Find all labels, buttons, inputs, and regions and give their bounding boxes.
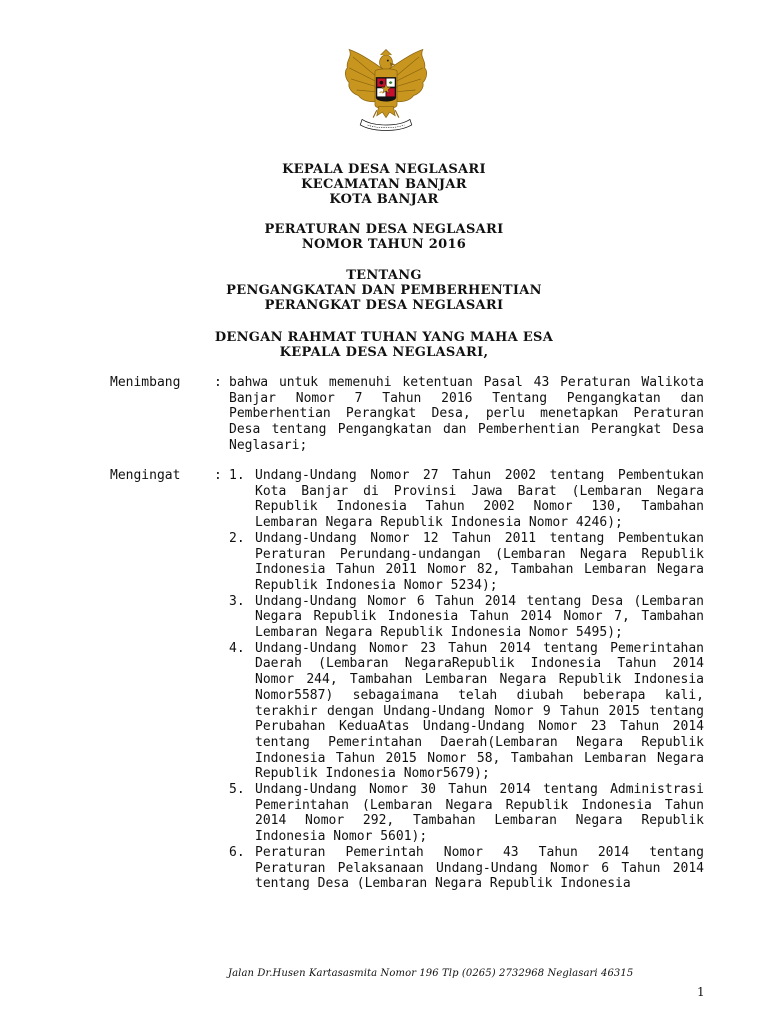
list-item-number: 6. xyxy=(229,844,245,860)
menimbang-label: Menimbang xyxy=(110,375,181,390)
subject-label: TENTANG xyxy=(346,268,422,283)
list-item xyxy=(229,468,704,531)
issuer-city: KOTA BANJAR xyxy=(329,192,439,207)
preamble-line-2: KEPALA DESA NEGLASARI, xyxy=(279,345,489,360)
issuer-title: KEPALA DESA NEGLASARI xyxy=(282,162,486,177)
regulation-number: NOMOR TAHUN 2016 xyxy=(301,237,467,252)
list-item-text: Undang-Undang Nomor 23 Tahun 2014 tentang Pemerintahan Daerah (Lembaran NegaraRepublik Indonesia Tahun 2014 Nomor 244, Tambahan Lembaran Negara Republik Indonesia Nomor5587) sebagaimana telah diubah beberapa kali, terakhir dengan Undang-Undang Nomor 9 Tahun 2015 tentang Perubahan KeduaAtas Undang-Undang Nomor 23 Tahun 2014 tentang Pemerintahan Daerah(Lembaran Negara Republik Indonesia Tahun 2015 Nomor 58, Tambahan Lembaran Negara Republik Indonesia Nomor5679); xyxy=(255,640,704,782)
list-item-text: Peraturan Pemerintah Nomor 43 Tahun 2014 tentang Peraturan Pelaksanaan Undang-Undang Nomor 6 Tahun 2014 tentang Desa (Lembaran Negara Republik Indonesia xyxy=(255,844,704,892)
list-item xyxy=(229,782,704,845)
garuda-emblem-icon xyxy=(340,44,432,136)
regulation-heading xyxy=(0,222,768,252)
issuer-header xyxy=(0,162,768,207)
list-item-text: Undang-Undang Nomor 12 Tahun 2011 tentang Pembentukan Peraturan Perundang-undangan (Lembaran Negara Republik Indonesia Tahun 2011 Nomor 82, Tambahan Lembaran Negara Republik Indonesia Nomor 5234); xyxy=(255,530,704,593)
list-item xyxy=(229,531,704,594)
page-number: 1 xyxy=(697,985,705,999)
preamble-line-1: DENGAN RAHMAT TUHAN YANG MAHA ESA xyxy=(214,330,554,345)
menimbang-colon: : xyxy=(214,375,222,390)
list-item-number: 2. xyxy=(229,530,245,546)
subject-line-2: PERANGKAT DESA NEGLASARI xyxy=(264,298,504,313)
list-item-text: Undang-Undang Nomor 30 Tahun 2014 tentang Administrasi Pemerintahan (Lembaran Negara Republik Indonesia Tahun 2014 Nomor 292, Tambahan Lembaran Negara Republik Indonesia Nomor 5601); xyxy=(255,782,704,845)
subject-heading xyxy=(0,268,768,313)
menimbang-text: bahwa untuk memenuhi ketentuan Pasal 43 Peraturan Walikota Banjar Nomor 7 Tahun 2016 Tentang Pengangkatan dan Pemberhentian Perangkat Desa, perlu menetapkan Peraturan Desa tentang Pengangkatan dan Pemberhentian Perangkat Desa Neglasari; xyxy=(229,375,704,453)
issuer-district: KECAMATAN BANJAR xyxy=(301,177,467,192)
list-item-text: Undang-Undang Nomor 27 Tahun 2002 tentang Pembentukan Kota Banjar di Provinsi Jawa Barat (Lembaran Negara Republik Indonesia Tahun 2002 Nomor 130, Tambahan Lembaran Negara Republik Indonesia Nomor 4246); xyxy=(255,468,704,531)
regulation-title: PERATURAN DESA NEGLASARI xyxy=(264,222,504,237)
mengingat-label: Mengingat xyxy=(110,468,181,483)
list-item xyxy=(229,641,704,782)
list-item xyxy=(229,594,704,641)
subject-line-1: PENGANGKATAN DAN PEMBERHENTIAN xyxy=(226,283,542,298)
list-item xyxy=(229,845,704,892)
preamble-heading xyxy=(0,330,768,360)
footer-address: Jalan Dr.Husen Kartasasmita Nomor 196 Tlp (0265) 2732968 Neglasari 46315 xyxy=(228,968,634,979)
mengingat-list xyxy=(229,468,704,892)
mengingat-colon: : xyxy=(214,468,222,483)
list-item-number: 1. xyxy=(229,468,245,483)
list-item-text: Undang-Undang Nomor 6 Tahun 2014 tentang Desa (Lembaran Negara Republik Indonesia Tahun 2014 Nomor 7, Tambahan Lembaran Negara Republik Indonesia Nomor 5495); xyxy=(255,593,704,641)
list-item-number: 3. xyxy=(229,593,245,609)
list-item-number: 4. xyxy=(229,640,245,656)
list-item-number: 5. xyxy=(229,782,245,798)
